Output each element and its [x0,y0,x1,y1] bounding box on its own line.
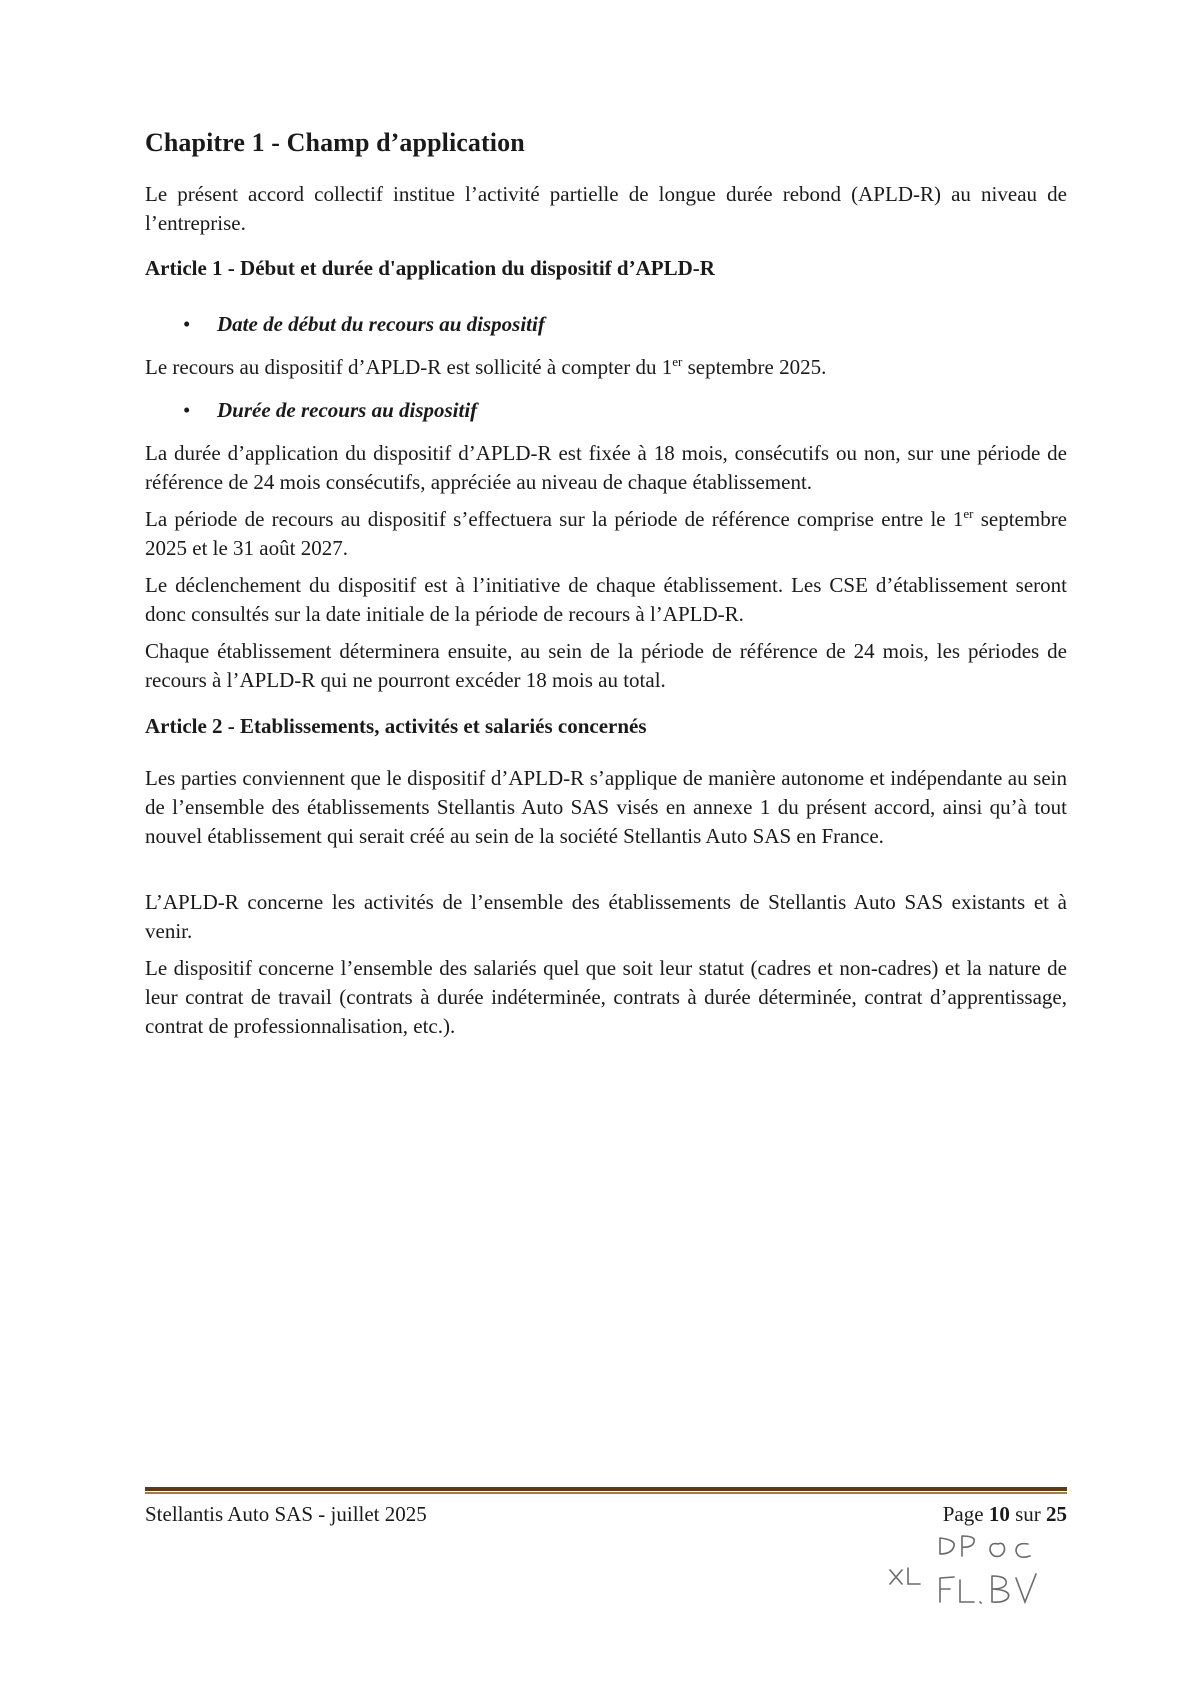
footer-divider [145,1487,1067,1494]
intro-paragraph: Le présent accord collectif institue l’activité partielle de longue durée rebond (APLD-R) au niveau de l’entreprise. [145,182,1067,235]
article-2-paragraph-2: L’APLD-R concerne les activités de l’ensemble des établissements de Stellantis Auto SAS existants et à venir. [145,890,1067,943]
article-1-paragraph-5: Chaque établissement déterminera ensuite, au sein de la période de référence de 24 mois, les périodes de recours à l’APLD-R qui ne pourront excéder 18 mois au total. [145,639,1067,692]
article-1-paragraph-1: Le recours au dispositif d’APLD-R est sollicité à compter du 1er septembre 2025. [145,354,827,379]
article-2-heading: Article 2 - Etablissements, activités et salariés concernés [145,714,647,738]
bullet-dot-icon: • [183,312,191,336]
article-1-paragraph-2: La durée d’application du dispositif d’APLD-R est fixée à 18 mois, consécutifs ou non, sur une période de référence de 24 mois consécutifs, appréciée au niveau de chaque établissement. [145,441,1067,494]
article-1-heading: Article 1 - Début et durée d'application du dispositif d’APLD-R [145,256,715,280]
article-1-paragraph-4: Le déclenchement du dispositif est à l’initiative de chaque établissement. Les CSE d’établissement seront donc consultés sur la date initiale de la période de recours à l’APLD-R. [145,573,1067,626]
article-2-paragraph-3: Le dispositif concerne l’ensemble des salariés quel que soit leur statut (cadres et non-cadres) et la nature de leur contrat de travail (contrats à durée indéterminée, contrats à durée déterminée, contrat d’apprentissage, contrat de professionnalisation, etc.). [145,956,1067,1038]
page-number: Page 10 sur 25 [942,1502,1067,1526]
handwritten-initials-signature [880,1530,1060,1610]
document-page: Chapitre 1 - Champ d’application Le présent accord collectif institue l’activité partielle de longue durée rebond (APLD-R) au niveau de l’entreprise. Article 1 - Début et durée d'application du dispositif d’APLD-R • Date de début du recours au dispositif Le recours au dispositif d’APLD-R est sollicité à compter du 1er septembre 2025. • Durée de recours au dispositif La durée d’application du dispositif d’APLD-R est fixée à 18 mois, consécutifs ou non, sur une période de référence de 24 mois consécutifs, appréciée au niveau de chaque établissement. La période de recours au dispositif s’effectuera sur la période de référence comprise entre le 1er septembre 2025 et le 31 août 2027. Le déclenchement du dispositif est à l’initiative de chaque établissement. Les CSE d’établissement seront donc consultés sur la date initiale de la période de recours à l’APLD-R. Chaque établissement déterminera ensuite, au sein de la période de référence de 24 mois, les périodes de recours à l’APLD-R qui ne pourront excéder 18 mois au total. Article 2 - Etablissements, activités et salariés concernés Les parties conviennent que le dispositif d’APLD-R s’applique de manière autonome et indépendante au sein de l’ensemble des établissements Stellantis Auto SAS visés en annexe 1 du présent accord, ainsi qu’à tout nouvel établissement qui serait créé au sein de la société Stellantis Auto SAS en France. L’APLD-R concerne les activités de l’ensemble des établissements de Stellantis Auto SAS existants et à venir. Le dispositif concerne l’ensemble des salariés quel que soit leur statut (cadres et non-cadres) et la nature de leur contrat de travail (contrats à durée indéterminée, contrats à durée déterminée, contrat d’apprentissage, contrat de professionnalisation, etc.). Stellantis Auto SAS - juillet 2025 Page 10 sur 25 [145,0,1067,1696]
bullet-dot-icon: • [183,398,191,422]
chapter-title: Chapitre 1 - Champ d’application [145,128,525,157]
footer-company-date: Stellantis Auto SAS - juillet 2025 [145,1502,427,1526]
article-1-paragraph-3: La période de recours au dispositif s’effectuera sur la période de référence comprise entre le 1er septembre 2025 et le 31 août 2027. [145,506,1068,560]
article-2-paragraph-1: Les parties conviennent que le dispositif d’APLD-R s’applique de manière autonome et indépendante au sein de l’ensemble des établissements Stellantis Auto SAS visés en annexe 1 du présent accord, ainsi qu’à tout nouvel établissement qui serait créé au sein de la société Stellantis Auto SAS en France. [145,766,1067,848]
